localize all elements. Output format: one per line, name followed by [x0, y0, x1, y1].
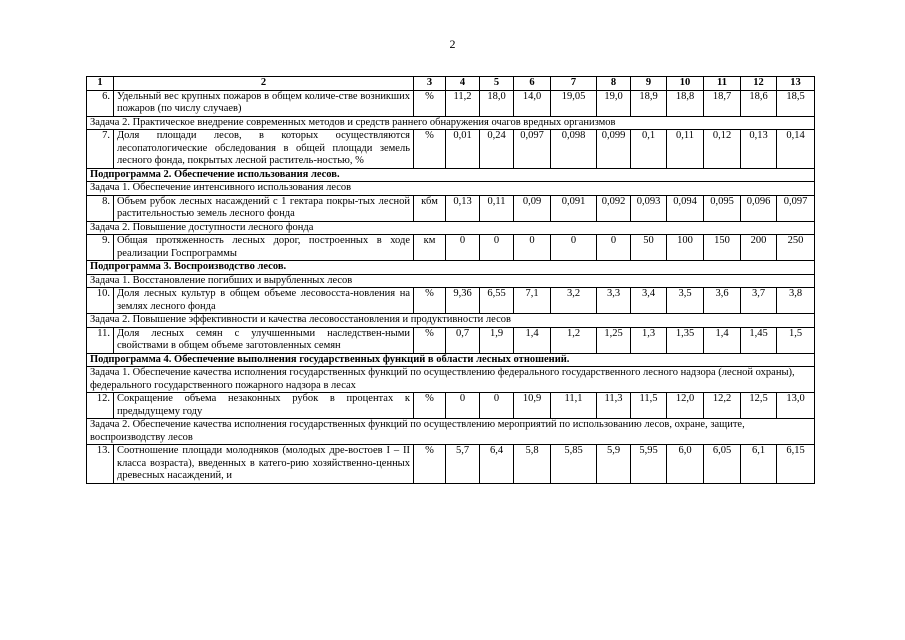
- value-cell: 1,3: [631, 327, 667, 353]
- value-cell: 11,1: [551, 393, 597, 419]
- table-row: [87, 288, 815, 314]
- value-cell: 10,9: [514, 393, 551, 419]
- value-cell: 11,2: [446, 90, 480, 116]
- table-row: [87, 445, 815, 484]
- value-cell: 12,2: [704, 393, 741, 419]
- value-cell: 50: [631, 235, 667, 261]
- value-cell: 200: [741, 235, 777, 261]
- value-cell: 18,6: [741, 90, 777, 116]
- value-cell: 6,55: [480, 288, 514, 314]
- row-number: 12.: [87, 393, 114, 419]
- value-cell: 0,13: [741, 130, 777, 169]
- indicator-name: Объем рубок лесных насаждений с 1 гектара покры-тых лесной растительностью земель лесного фонда: [114, 195, 414, 221]
- header-cell: 1: [87, 77, 114, 91]
- header-cell: 5: [480, 77, 514, 91]
- table-row: [87, 195, 815, 221]
- value-cell: 100: [667, 235, 704, 261]
- header-cell: 4: [446, 77, 480, 91]
- value-cell: 0,092: [597, 195, 631, 221]
- value-cell: 5,95: [631, 445, 667, 484]
- value-cell: 0,01: [446, 130, 480, 169]
- header-cell: 10: [667, 77, 704, 91]
- value-cell: 7,1: [514, 288, 551, 314]
- value-cell: 0,11: [667, 130, 704, 169]
- row-number: 11.: [87, 327, 114, 353]
- indicator-name: Общая протяженность лесных дорог, построенных в ходе реализации Госпрограммы: [114, 235, 414, 261]
- indicator-name: Удельный вес крупных пожаров в общем количе-стве возникших пожаров (по числу случаев): [114, 90, 414, 116]
- value-cell: 1,4: [704, 327, 741, 353]
- value-cell: 3,7: [741, 288, 777, 314]
- header-cell: 12: [741, 77, 777, 91]
- value-cell: 18,7: [704, 90, 741, 116]
- value-cell: 18,5: [777, 90, 815, 116]
- value-cell: 0,09: [514, 195, 551, 221]
- section-row: [87, 168, 815, 182]
- value-cell: 6,1: [741, 445, 777, 484]
- task-title: Задача 1. Обеспечение интенсивного использования лесов: [87, 182, 815, 196]
- header-row: [87, 77, 815, 91]
- value-cell: 0,1: [631, 130, 667, 169]
- unit-cell: %: [414, 445, 446, 484]
- value-cell: 5,8: [514, 445, 551, 484]
- value-cell: 0,14: [777, 130, 815, 169]
- task-title: Задача 1. Восстановление погибших и вырубленных лесов: [87, 274, 815, 288]
- value-cell: 6,4: [480, 445, 514, 484]
- task-title: Задача 2. Повышение эффективности и качества лесовосстановления и продуктивности лесов: [87, 314, 815, 328]
- value-cell: 0,093: [631, 195, 667, 221]
- header-cell: 2: [114, 77, 414, 91]
- indicator-name: Доля площади лесов, в которых осуществляются лесопатологические обследования в общей площади земель лесного фонда, покрытых лесной раститель-ностью, %: [114, 130, 414, 169]
- value-cell: 11,5: [631, 393, 667, 419]
- value-cell: 1,2: [551, 327, 597, 353]
- value-cell: 0: [480, 235, 514, 261]
- value-cell: 150: [704, 235, 741, 261]
- value-cell: 0: [514, 235, 551, 261]
- section-row: [87, 261, 815, 275]
- value-cell: 19,05: [551, 90, 597, 116]
- header-cell: 3: [414, 77, 446, 91]
- value-cell: 1,4: [514, 327, 551, 353]
- indicator-name: Сокращение объема незаконных рубок в процентах к предыдущему году: [114, 393, 414, 419]
- value-cell: 18,9: [631, 90, 667, 116]
- row-number: 9.: [87, 235, 114, 261]
- value-cell: 18,8: [667, 90, 704, 116]
- value-cell: 1,5: [777, 327, 815, 353]
- value-cell: 0: [446, 393, 480, 419]
- value-cell: 0,12: [704, 130, 741, 169]
- unit-cell: %: [414, 288, 446, 314]
- task-row: [87, 116, 815, 130]
- task-row: [87, 419, 815, 445]
- value-cell: 13,0: [777, 393, 815, 419]
- value-cell: 5,85: [551, 445, 597, 484]
- value-cell: 3,5: [667, 288, 704, 314]
- value-cell: 9,36: [446, 288, 480, 314]
- value-cell: 0,096: [741, 195, 777, 221]
- indicator-name: Доля лесных семян с улучшенными наследствен-ными свойствами в общем объеме заготовленных семян: [114, 327, 414, 353]
- subprogram-title: Подпрограмма 3. Воспроизводство лесов.: [87, 261, 815, 275]
- subprogram-title: Подпрограмма 4. Обеспечение выполнения государственных функций в области лесных отношений.: [87, 353, 815, 367]
- unit-cell: %: [414, 393, 446, 419]
- value-cell: 3,2: [551, 288, 597, 314]
- value-cell: 0,097: [514, 130, 551, 169]
- value-cell: 18,0: [480, 90, 514, 116]
- row-number: 10.: [87, 288, 114, 314]
- value-cell: 0,7: [446, 327, 480, 353]
- value-cell: 3,6: [704, 288, 741, 314]
- value-cell: 0,098: [551, 130, 597, 169]
- indicators-table: [86, 76, 815, 484]
- indicator-name: Соотношение площади молодняков (молодых дре-востоев I – II класса возраста), введенных в катего-рию хозяйственно-ценных древесных насаждений, и: [114, 445, 414, 484]
- value-cell: 19,0: [597, 90, 631, 116]
- task-title: Задача 2. Обеспечение качества исполнения государственных функций по осуществлению мероприятий по использованию лесов, охране, защите, воспроизводству лесов: [87, 419, 815, 445]
- header-cell: 13: [777, 77, 815, 91]
- header-cell: 9: [631, 77, 667, 91]
- header-cell: 7: [551, 77, 597, 91]
- value-cell: 1,35: [667, 327, 704, 353]
- value-cell: 3,3: [597, 288, 631, 314]
- unit-cell: км: [414, 235, 446, 261]
- value-cell: 0,095: [704, 195, 741, 221]
- value-cell: 12,5: [741, 393, 777, 419]
- table-row: [87, 235, 815, 261]
- value-cell: 0: [446, 235, 480, 261]
- value-cell: 0: [597, 235, 631, 261]
- value-cell: 3,4: [631, 288, 667, 314]
- value-cell: 14,0: [514, 90, 551, 116]
- value-cell: 0,094: [667, 195, 704, 221]
- value-cell: 1,9: [480, 327, 514, 353]
- unit-cell: %: [414, 130, 446, 169]
- task-row: [87, 367, 815, 393]
- value-cell: 0,13: [446, 195, 480, 221]
- value-cell: 3,8: [777, 288, 815, 314]
- section-row: [87, 353, 815, 367]
- task-row: [87, 221, 815, 235]
- value-cell: 250: [777, 235, 815, 261]
- value-cell: 0,24: [480, 130, 514, 169]
- task-row: [87, 274, 815, 288]
- row-number: 7.: [87, 130, 114, 169]
- unit-cell: кбм: [414, 195, 446, 221]
- task-title: Задача 2. Практическое внедрение современных методов и средств раннего обнаружения очагов вредных организмов: [87, 116, 815, 130]
- value-cell: 5,9: [597, 445, 631, 484]
- table-row: [87, 393, 815, 419]
- value-cell: 6,0: [667, 445, 704, 484]
- row-number: 6.: [87, 90, 114, 116]
- value-cell: 1,25: [597, 327, 631, 353]
- row-number: 8.: [87, 195, 114, 221]
- value-cell: 0: [480, 393, 514, 419]
- header-cell: 8: [597, 77, 631, 91]
- value-cell: 0,091: [551, 195, 597, 221]
- value-cell: 12,0: [667, 393, 704, 419]
- row-number: 13.: [87, 445, 114, 484]
- task-row: [87, 182, 815, 196]
- unit-cell: %: [414, 90, 446, 116]
- indicator-name: Доля лесных культур в общем объеме лесовосста-новления на землях лесного фонда: [114, 288, 414, 314]
- value-cell: 11,3: [597, 393, 631, 419]
- value-cell: 0,11: [480, 195, 514, 221]
- value-cell: 5,7: [446, 445, 480, 484]
- header-cell: 6: [514, 77, 551, 91]
- table-row: [87, 90, 815, 116]
- subprogram-title: Подпрограмма 2. Обеспечение использования лесов.: [87, 168, 815, 182]
- header-cell: 11: [704, 77, 741, 91]
- table-row: [87, 327, 815, 353]
- value-cell: 0: [551, 235, 597, 261]
- value-cell: 0,099: [597, 130, 631, 169]
- value-cell: 6,05: [704, 445, 741, 484]
- value-cell: 6,15: [777, 445, 815, 484]
- task-title: Задача 1. Обеспечение качества исполнения государственных функций по осуществлению федерального государственного лесного надзора (лесной охраны), федерального государственного пожарного надзора в лесах: [87, 367, 815, 393]
- page-number: 2: [449, 37, 456, 51]
- task-row: [87, 314, 815, 328]
- unit-cell: %: [414, 327, 446, 353]
- value-cell: 1,45: [741, 327, 777, 353]
- value-cell: 0,097: [777, 195, 815, 221]
- table-row: [87, 130, 815, 169]
- task-title: Задача 2. Повышение доступности лесного фонда: [87, 221, 815, 235]
